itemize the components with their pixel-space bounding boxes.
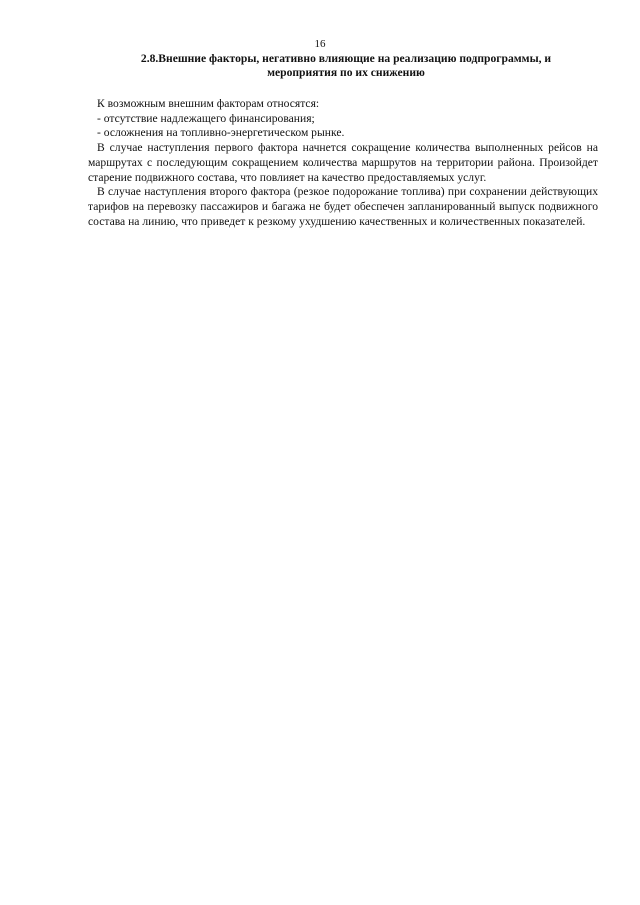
paragraph-second-factor: В случае наступления второго фактора (резкое подорожание топлива) при сохранении действующих тарифов на перевозку пассажиров и багажа не будет обеспечен запланированный выпуск подвижного состава на линию, что приведет к резкому ухудшению качественных и количественных показателей. <box>88 185 598 228</box>
page-number: 16 <box>314 38 326 50</box>
section-heading-line-2: мероприятия по их снижению <box>267 66 425 79</box>
body-text <box>88 97 598 229</box>
intro-line: К возможным внешним факторам относятся: <box>97 97 320 110</box>
section-heading <box>96 52 596 80</box>
factor-item-1: - отсутствие надлежащего финансирования; <box>97 111 315 125</box>
section-heading-line-1: 2.8.Внешние факторы, негативно влияющие на реализацию подпрограммы, и <box>140 52 552 65</box>
paragraph-first-factor: В случае наступления первого фактора начнется сокращение количества выполненных рейсов на маршрутах с последующим сокращением количества маршрутов на территории района. Произойдет старение подвижного состава, что повлияет на качество предоставляемых услуг. <box>88 141 598 184</box>
factor-item-2: - осложнения на топливно-энергетическом рынке. <box>97 126 345 140</box>
